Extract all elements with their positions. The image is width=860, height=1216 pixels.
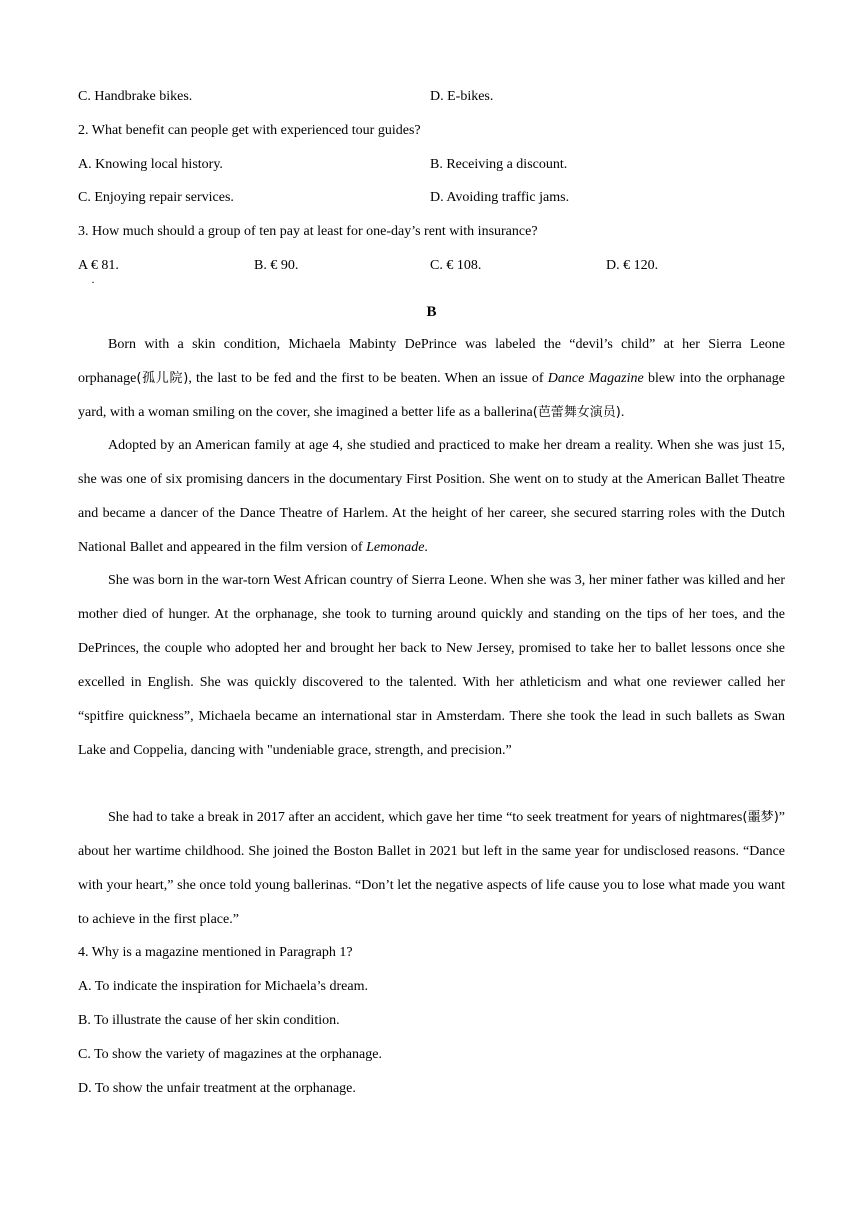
q3-option-d: D. € 120.	[606, 258, 659, 273]
p4-gloss-nightmares: (噩梦)	[742, 810, 779, 825]
p1-gloss-ballerina: (芭蕾舞女演员)	[532, 405, 621, 420]
question-4-stem: 4. Why is a magazine mentioned in Paragraph 1?	[78, 945, 353, 960]
p2-film-title: Lemonade	[366, 540, 425, 555]
prev-option-d: D. E-bikes.	[430, 89, 494, 104]
passage-paragraph-1	[78, 328, 785, 430]
p4-text-b: ” about her wartime childhood. She joined the Boston Ballet in 2021 but left in the same year for undisclosed reasons. “Dance with your heart,” she once told young ballerinas. “Don’t let the negative aspects of life cause you to lose what made you want to achieve in the first place.”	[78, 810, 785, 927]
p1-text-d: .	[620, 405, 625, 420]
passage-paragraph-4	[78, 801, 785, 937]
q2-option-a: A. Knowing local history.	[78, 157, 223, 172]
q4-option-c: C. To show the variety of magazines at the orphanage.	[78, 1047, 382, 1062]
prev-option-c: C. Handbrake bikes.	[78, 89, 193, 104]
q4-option-d: D. To show the unfair treatment at the orphanage.	[78, 1081, 356, 1096]
p1-magazine-title: Dance Magazine	[547, 371, 644, 386]
p2-text-a: Adopted by an American family at age 4, she studied and practiced to make her dream a reality. When she was just 15, she was one of six promising dancers in the documentary First Position. She went on to study at the American Ballet Theatre and became a dancer of the Dance Theatre of Harlem. At the height of her career, she secured starring roles with the Dutch National Ballet and appeared in the film version of	[78, 438, 785, 555]
stray-dot: ·	[91, 275, 95, 289]
p1-gloss-orphanage: (孤儿院)	[136, 371, 189, 386]
q3-option-b: B. € 90.	[254, 258, 299, 273]
q4-option-a: A. To indicate the inspiration for Michaela’s dream.	[78, 979, 368, 994]
p1-text-c: blew into the orphanage yard, with a woman smiling on the cover, she imagined a better life as a ballerina	[78, 371, 785, 420]
q2-option-c: C. Enjoying repair services.	[78, 190, 234, 205]
q4-option-b: B. To illustrate the cause of her skin condition.	[78, 1013, 340, 1028]
passage-paragraph-2	[78, 429, 785, 565]
q2-option-d: D. Avoiding traffic jams.	[430, 190, 570, 205]
p2-text-b: .	[424, 540, 428, 555]
passage-paragraph-3: She was born in the war-torn West African country of Sierra Leone. When she was 3, her miner father was killed and her mother died of hunger. At the orphanage, she took to turning around quickly and standing on the tips of her toes, and the DePrinces, the couple who adopted her and brought her back to New Jersey, promised to take her to ballet lessons once she excelled in English. She was quickly discovered to the talented. With her athleticism and what one reviewer called her “spitfire quickness”, Michaela became an international star in Amsterdam. There she took the lead in such ballets as Swan Lake and Coppelia, dancing with "undeniable grace, strength, and precision.”	[78, 573, 785, 758]
q3-option-c: C. € 108.	[430, 258, 482, 273]
p1-text-a: Born with a skin condition, Michaela Mabinty DePrince was labeled the “devil’s child” at her Sierra Leone orphanage	[78, 337, 785, 386]
p4-text-a: She had to take a break in 2017 after an accident, which gave her time “to seek treatment for years of nightmares	[108, 810, 743, 825]
section-heading: B	[426, 304, 437, 320]
p1-text-b: , the last to be fed and the first to be beaten. When an issue of	[188, 371, 548, 386]
question-2-stem: 2. What benefit can people get with experienced tour guides?	[78, 123, 421, 138]
q3-option-a: A € 81.	[78, 258, 119, 273]
question-3-stem: 3. How much should a group of ten pay at least for one-day’s rent with insurance?	[78, 224, 538, 239]
q2-option-b: B. Receiving a discount.	[430, 157, 568, 172]
